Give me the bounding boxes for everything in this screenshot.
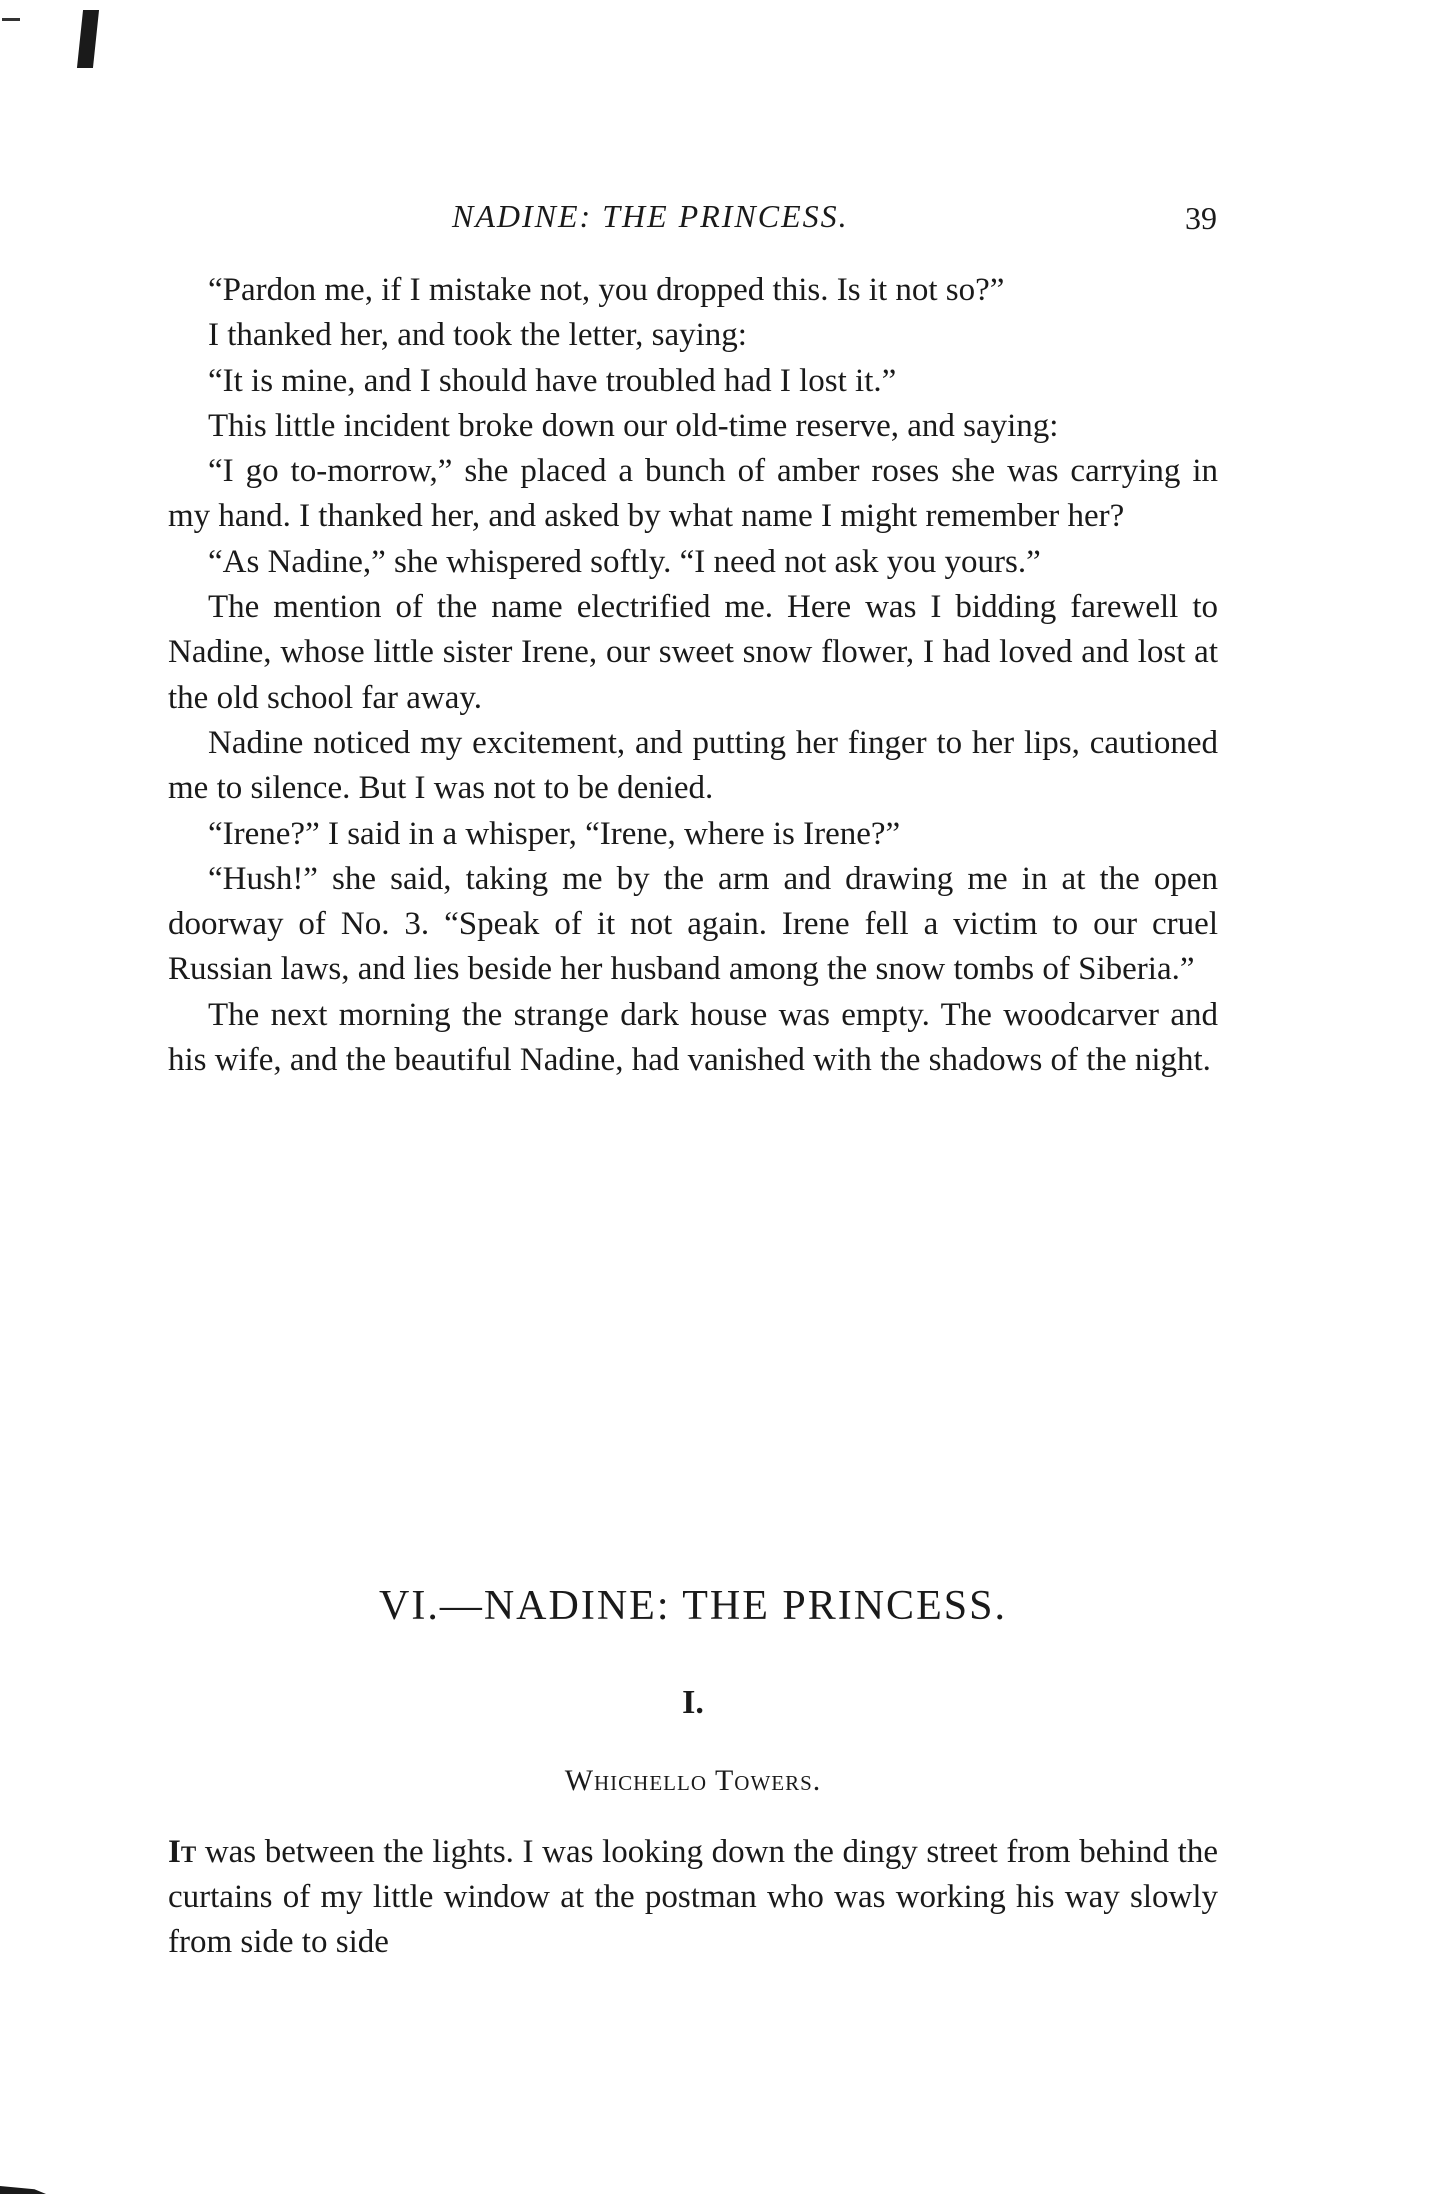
opening-paragraph: [168, 1830, 1218, 1965]
paragraph: I thanked her, and took the letter, saying:: [208, 317, 747, 354]
drop-cap: It: [168, 1834, 197, 1870]
section-title: Whichello Towers.: [564, 1764, 822, 1797]
chapter-opening-text: [168, 1830, 1218, 1965]
paragraph: The mention of the name electrified me. Here was I bidding farewell to Nadine, whose little sister Irene, our sweet snow flower, I had loved and lost at the old school far away.: [168, 589, 1218, 716]
binding-mark: [77, 10, 99, 68]
page-number: 39: [1185, 200, 1217, 236]
paragraph: “I go to-morrow,” she placed a bunch of amber roses she was carrying in my hand. I thanked her, and asked by what name I might remember her?: [168, 453, 1218, 535]
paragraph: “As Nadine,” she whispered softly. “I need not ask you yours.”: [208, 543, 1041, 580]
page-edge-mark: [2, 18, 20, 21]
paragraph: This little incident broke down our old-time reserve, and saying:: [208, 407, 1059, 444]
paragraph: The next morning the strange dark house was empty. The woodcarver and his wife, and the beautiful Nadine, had vanished with the shadows of the night.: [168, 996, 1218, 1079]
body-text: [168, 268, 1218, 1083]
paragraph: “Pardon me, if I mistake not, you dropped this. Is it not so?”: [208, 272, 1005, 308]
paragraph: “Irene?” I said in a whisper, “Irene, where is Irene?”: [208, 815, 901, 852]
paragraph: “It is mine, and I should have troubled had I lost it.”: [208, 362, 897, 399]
opening-paragraph-text: was between the lights. I was looking down the dingy street from behind the curtains of my little window at the postman who was working his way slowly from side to side: [168, 1834, 1218, 1960]
paragraph: “Hush!” she said, taking me by the arm and drawing me in at the open doorway of No. 3. “Speak of it not again. Irene fell a victim to our cruel Russian laws, and lies beside her husband among the snow tombs of Siberia.”: [168, 860, 1218, 988]
running-head: NADINE: THE PRINCESS.: [452, 198, 849, 234]
page-edge-mark: [0, 2186, 46, 2194]
section-number: I.: [682, 1684, 704, 1721]
chapter-title: VI.—NADINE: THE PRINCESS.: [379, 1583, 1007, 1629]
paragraph: Nadine noticed my excitement, and putting her finger to her lips, cautioned me to silence. But I was not to be denied.: [168, 724, 1218, 807]
